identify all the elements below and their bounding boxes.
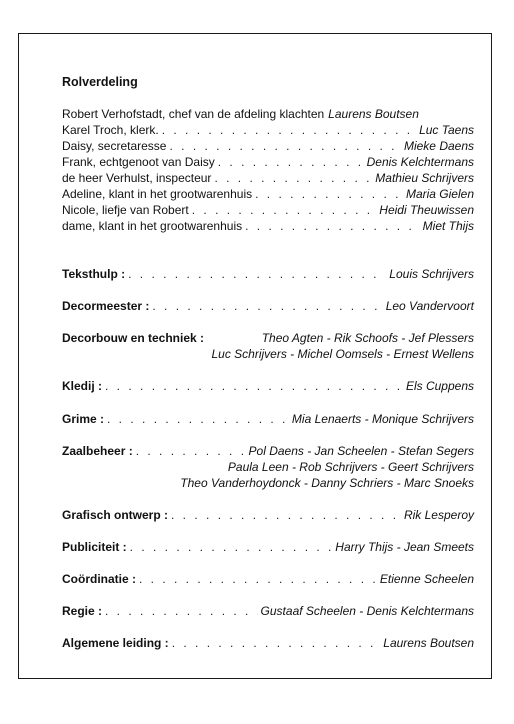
cast-entry	[62, 186, 474, 202]
cast-entry	[62, 154, 474, 170]
credit-entry	[62, 378, 474, 394]
dot-leader	[107, 411, 289, 427]
cast-entry	[62, 170, 474, 186]
cast-entry	[62, 218, 474, 234]
credit-value: Harry Thijs - Jean Smeets	[335, 540, 474, 554]
dot-leader	[218, 154, 364, 170]
actor-name: Mieke Daens	[403, 139, 474, 153]
dot-leader	[152, 298, 382, 314]
role-name: Karel Troch, klerk.	[62, 123, 159, 137]
role-name: de heer Verhulst, inspecteur	[62, 171, 212, 185]
credit-label: Algemene leiding :	[62, 636, 169, 650]
dot-leader	[171, 507, 401, 523]
credit-entry	[62, 298, 474, 314]
dot-leader	[105, 378, 403, 394]
role-name: Frank, echtgenoot van Daisy	[62, 155, 215, 169]
role-name: Nicole, liefje van Robert	[62, 203, 189, 217]
credit-value: Els Cuppens	[405, 379, 474, 393]
credit-label: Teksthulp :	[62, 267, 126, 281]
cast-entry	[62, 138, 474, 154]
credit-value: Etienne Scheelen	[379, 572, 474, 586]
credit-entry	[62, 507, 474, 523]
credit-value: Pol Daens - Jan Scheelen - Stefan Segers	[248, 444, 474, 458]
credit-entry	[62, 266, 474, 282]
actor-name: Heidi Theuwissen	[379, 203, 474, 217]
credit-label: Grime :	[62, 412, 105, 426]
credit-label: Regie :	[62, 604, 103, 618]
credit-label: Zaalbeheer :	[62, 444, 133, 458]
credit-label: Kledij :	[62, 379, 103, 393]
dot-leader	[139, 571, 377, 587]
credit-entry	[62, 539, 474, 555]
credit-entry	[62, 635, 474, 651]
role-name: Daisy, secretaresse	[62, 139, 167, 153]
credit-entry	[62, 443, 474, 459]
actor-name: Luc Taens	[419, 123, 474, 137]
dot-leader	[130, 539, 333, 555]
dot-leader	[162, 122, 416, 138]
credit-value: Mia Lenaerts - Monique Schrijvers	[291, 412, 474, 426]
cast-heading: Rolverdeling	[62, 75, 138, 89]
dot-leader	[128, 266, 386, 282]
credit-value: Gustaaf Scheelen - Denis Kelchtermans	[260, 604, 474, 618]
actor-name: Miet Thijs	[422, 219, 474, 233]
credit-value-continued: Luc Schrijvers - Michel Oomsels - Ernest Wellens	[211, 347, 474, 361]
dot-leader	[136, 443, 246, 459]
credit-value-continued: Paula Leen - Rob Schrijvers - Geert Schrijvers	[227, 460, 474, 474]
credit-entry	[62, 571, 474, 587]
credit-label: Publiciteit :	[62, 540, 127, 554]
credit-label: Decorbouw en techniek :	[62, 331, 205, 345]
credit-value: Louis Schrijvers	[389, 267, 474, 281]
credit-value-continued: Theo Vanderhoydonck - Danny Schriers - Marc Snoeks	[180, 476, 474, 490]
dot-leader	[255, 186, 403, 202]
credit-value: Laurens Boutsen	[383, 636, 474, 650]
dot-leader	[214, 170, 372, 186]
role-name: Robert Verhofstadt, chef van de afdeling klachten	[62, 107, 325, 121]
dot-leader	[105, 603, 258, 619]
cast-entry	[62, 122, 474, 138]
credit-label: Decormeester :	[62, 299, 150, 313]
dot-leader	[172, 635, 381, 651]
dot-leader	[245, 218, 420, 234]
credit-label: Coördinatie :	[62, 572, 136, 586]
credit-value: Leo Vandervoort	[385, 299, 474, 313]
credit-entry	[62, 411, 474, 427]
actor-name: Laurens Boutsen	[328, 107, 419, 121]
credit-entry	[62, 603, 474, 619]
actor-name: Mathieu Schrijvers	[375, 171, 474, 185]
actor-name: Denis Kelchtermans	[366, 155, 474, 169]
credit-value: Theo Agten - Rik Schoofs - Jef Plessers	[261, 331, 474, 345]
role-name: dame, klant in het grootwarenhuis	[62, 219, 243, 233]
credit-value: Rik Lesperoy	[403, 508, 474, 522]
cast-entry	[62, 202, 474, 218]
dot-leader	[169, 138, 400, 154]
role-name: Adeline, klant in het grootwarenhuis	[62, 187, 253, 201]
credit-entry	[62, 330, 474, 346]
cast-entry	[62, 106, 474, 122]
credit-label: Grafisch ontwerp :	[62, 508, 169, 522]
actor-name: Maria Gielen	[405, 187, 474, 201]
dot-leader	[192, 202, 377, 218]
